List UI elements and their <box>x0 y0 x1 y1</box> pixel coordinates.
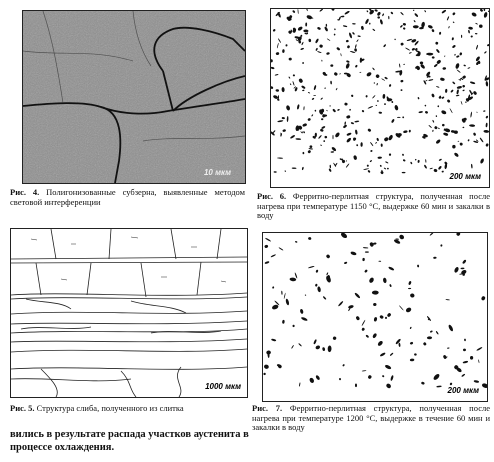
body-paragraph: вились в результате распада участков аустенита в процессе охлаждения. <box>10 429 249 453</box>
figure-5-label: Рис. 5. <box>10 403 35 413</box>
texture-speck <box>278 95 279 99</box>
figure-7-caption-text: Ферритно-перлитная структура, полученная после нагрева при температуре 1200 °С, выдержке в течение 60 мин и закалки в воду <box>252 403 490 432</box>
figure-6-image <box>270 8 490 188</box>
scale-bar-label: 1000 мкм <box>205 382 241 391</box>
scale-bar-label: 200 мкм <box>449 172 481 181</box>
texture-speck <box>374 82 375 83</box>
figure-7-caption <box>252 404 490 433</box>
figure-5-image <box>10 228 248 398</box>
figure-6-label: Рис. 6. <box>257 191 287 201</box>
texture-speck <box>413 25 419 28</box>
figure-6-caption-text: Ферритно-перлитная структура, полученная после нагрева при температуре 1150 °С, выдержке 60 мин и закалки в воду <box>257 191 490 220</box>
scale-bar-label: 200 мкм <box>447 386 479 395</box>
figure-5-caption <box>10 404 246 414</box>
figure-5-caption-text: Структура слиба, полученного из слитка <box>36 403 184 413</box>
figure-7-label: Рис. 7. <box>252 403 283 413</box>
figure-6-caption <box>257 192 490 221</box>
texture-speck <box>397 117 401 118</box>
figure-4-caption <box>10 188 245 207</box>
figure-4-image <box>22 10 246 184</box>
texture-speck <box>333 135 334 139</box>
scale-bar-label: 10 мкм <box>203 168 231 177</box>
texture-speck <box>369 23 370 25</box>
figure-7-image <box>262 232 488 402</box>
figure-4-label: Рис. 4. <box>10 187 40 197</box>
texture-speck <box>402 172 406 173</box>
texture-speck <box>365 251 369 252</box>
figure-4-caption-text: Полигонизованные субзерна, выявленные методом световой интерференции <box>10 187 245 207</box>
